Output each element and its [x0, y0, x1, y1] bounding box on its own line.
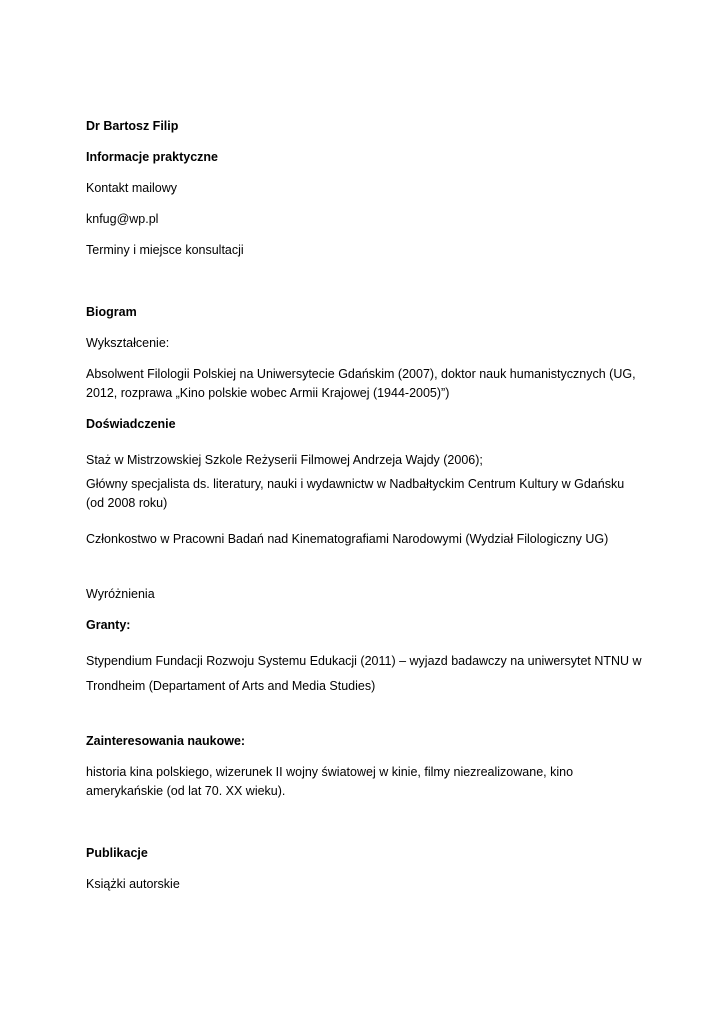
biogram-heading: Biogram [86, 305, 137, 319]
consultation-label: Terminy i miejsce konsultacji [86, 243, 244, 257]
education-label: Wykształcenie: [86, 336, 170, 350]
education-line-2: 2012, rozprawa „Kino polskie wobec Armii Krajowej (1944-2005)”) [86, 386, 450, 400]
experience-item-2-line-1: Główny specjalista ds. literatury, nauki i wydawnictw w Nadbałtyckim Centrum Kultury w Gdańsku [86, 477, 625, 491]
grant-line-1: Stypendium Fundacji Rozwoju Systemu Edukacji (2011) – wyjazd badawczy na uniwersytet NTNU w [86, 654, 642, 668]
experience-item-1: Staż w Mistrzowskiej Szkole Reżyserii Filmowej Andrzeja Wajdy (2006); [86, 453, 483, 467]
interests-line-2: amerykańskie (od lat 70. XX wieku). [86, 784, 286, 798]
grant-line-2: Trondheim (Departament of Arts and Media Studies) [86, 679, 376, 693]
contact-label: Kontakt mailowy [86, 181, 178, 195]
email-link[interactable]: knfug@wp.pl [86, 212, 159, 226]
books-label: Książki autorskie [86, 877, 180, 891]
grants-heading: Granty: [86, 618, 131, 632]
awards-heading: Wyróżnienia [86, 587, 155, 601]
author-name: Dr Bartosz Filip [86, 119, 179, 133]
practical-info-heading: Informacje praktyczne [86, 150, 218, 164]
experience-item-2-line-2: (od 2008 roku) [86, 496, 168, 510]
experience-heading: Doświadczenie [86, 417, 176, 431]
education-line-1: Absolwent Filologii Polskiej na Uniwersytecie Gdańskim (2007), doktor nauk humanistycznych (UG, [86, 367, 636, 381]
interests-line-1: historia kina polskiego, wizerunek II wojny światowej w kinie, filmy niezrealizowane, kino [86, 765, 574, 779]
experience-item-3: Członkostwo w Pracowni Badań nad Kinematografiami Narodowymi (Wydział Filologiczny UG) [86, 532, 609, 546]
publications-heading: Publikacje [86, 846, 148, 860]
interests-heading: Zainteresowania naukowe: [86, 734, 246, 748]
